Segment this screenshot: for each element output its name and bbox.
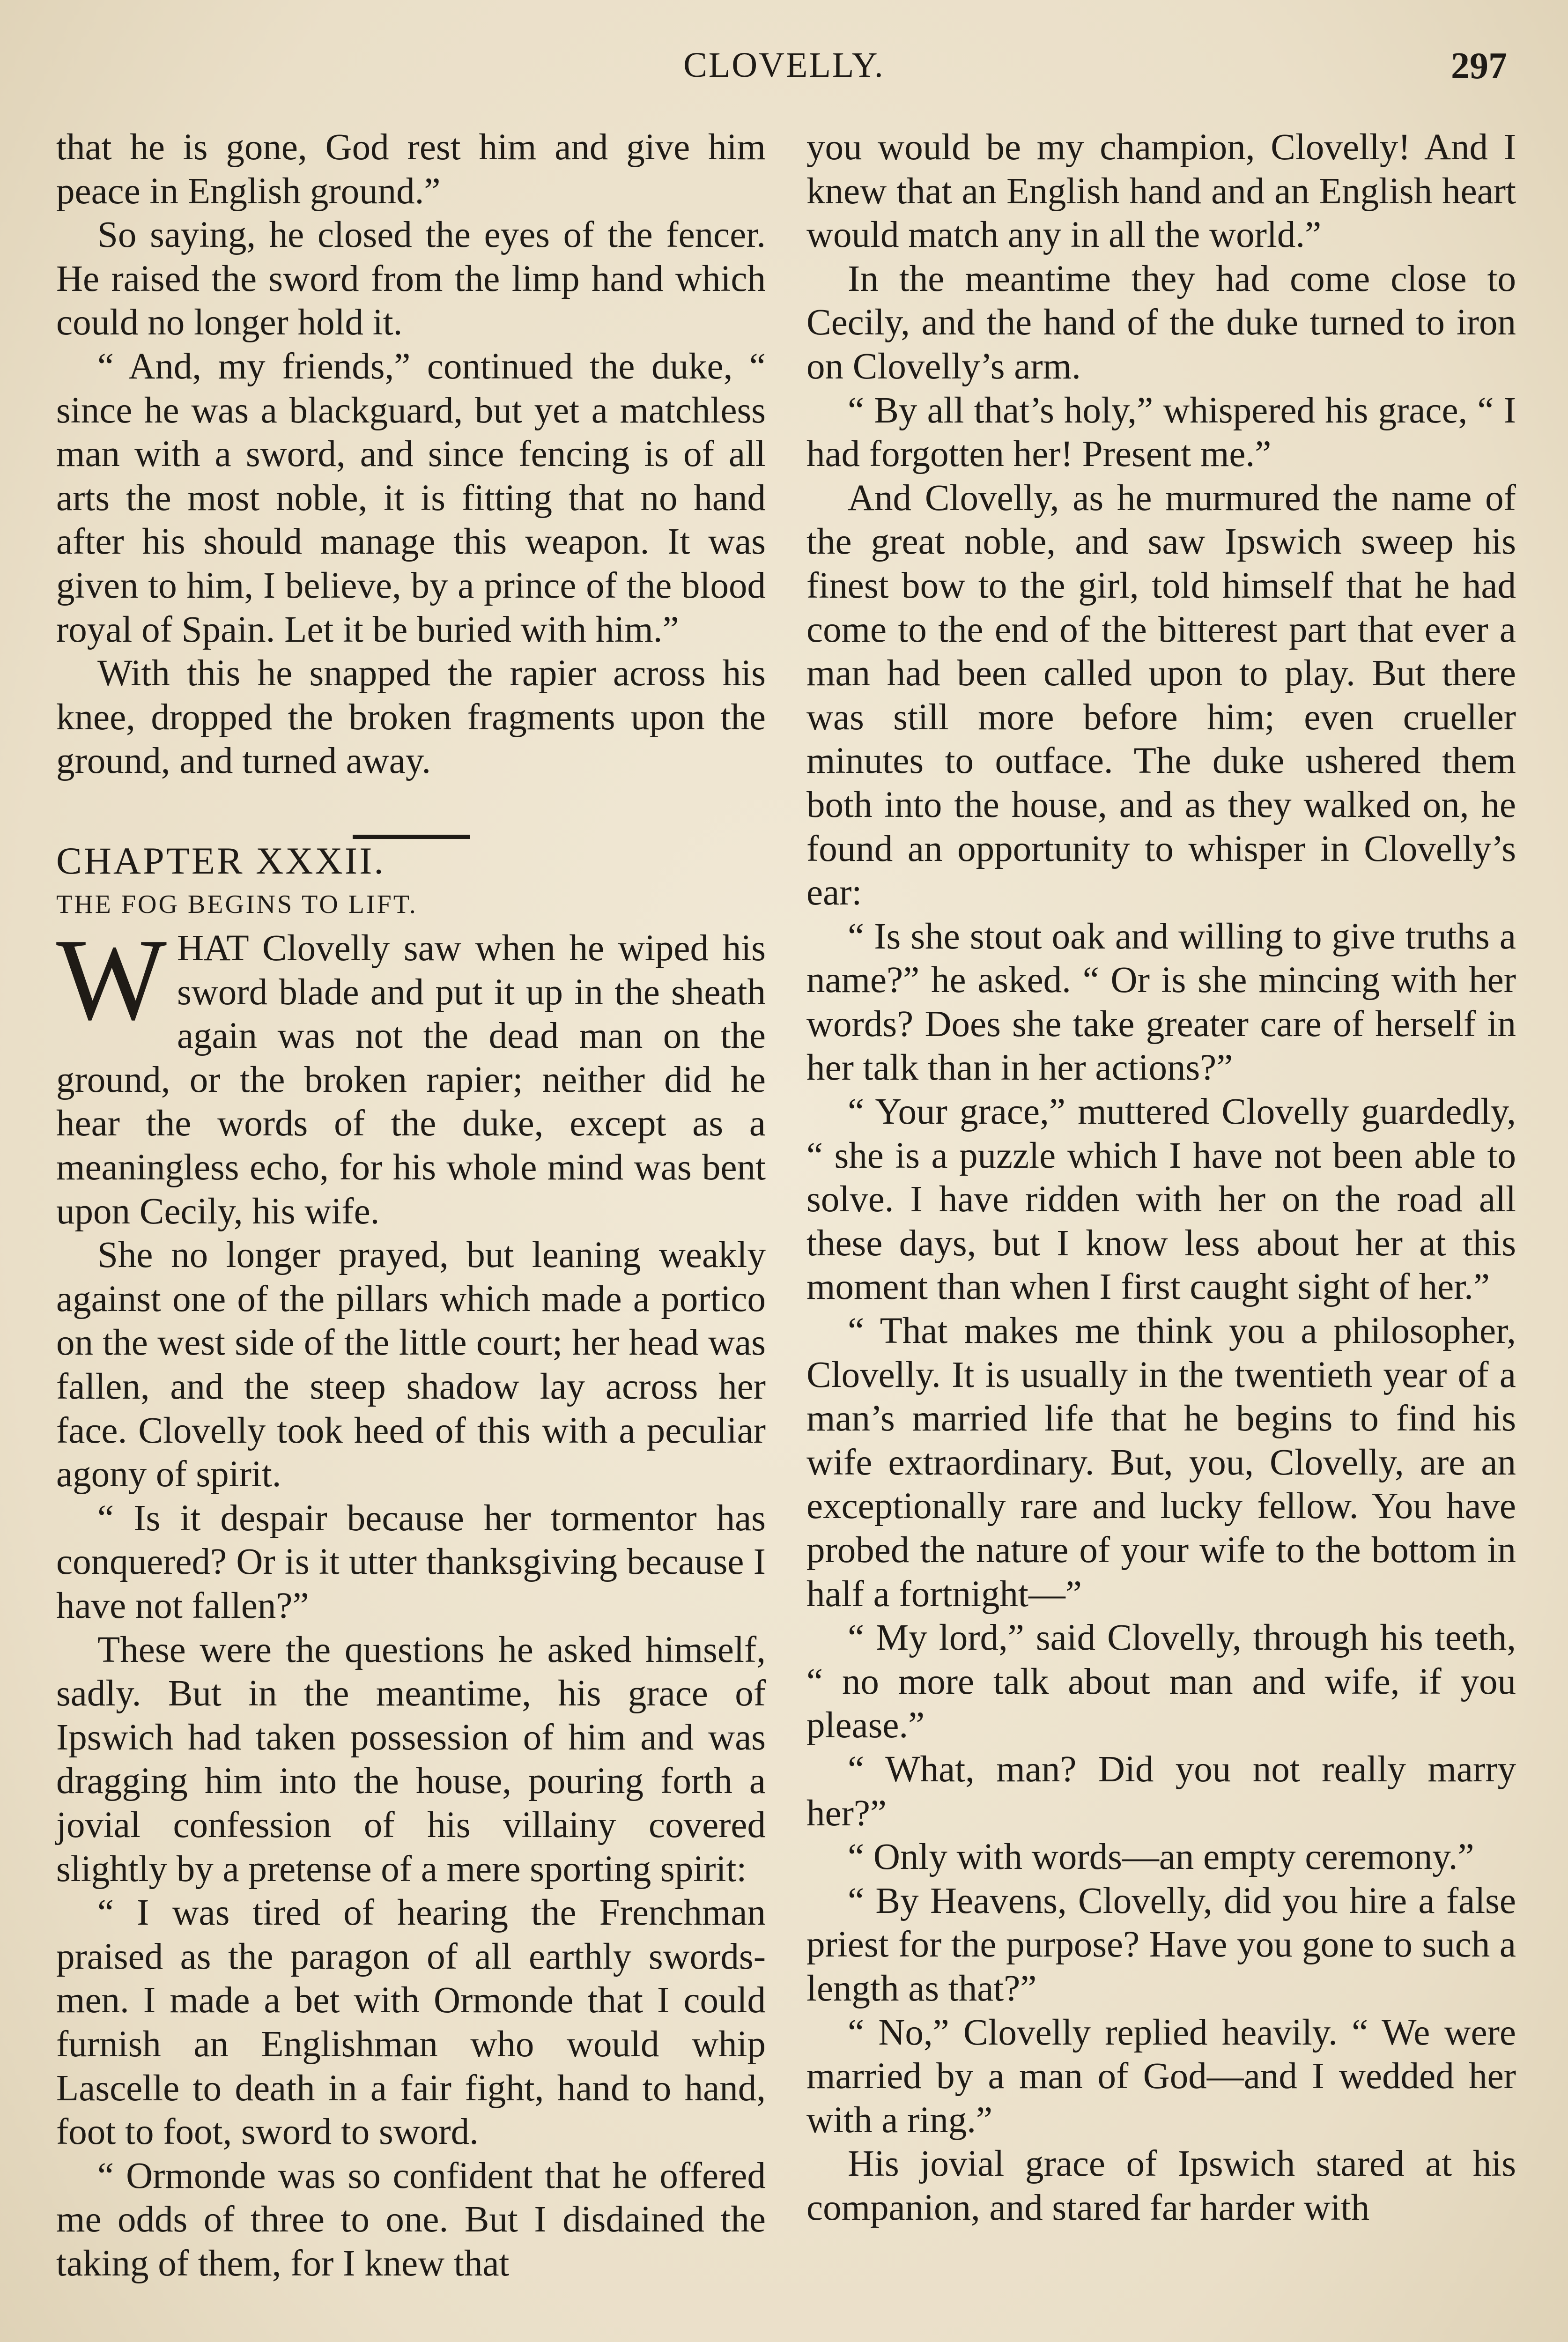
paragraph: “ My lord,” said Clovelly, through his teeth, “ no more talk about man and wife, if you please.” <box>806 1617 1516 1746</box>
paragraph: And Clovelly, as he murmured the name of the great noble, and saw Ipswich sweep his finest bow to the girl, told himself that he had come to the end of the bitterest part that ever a man had been called upon to play. But there was still more before him; even crueller minutes to outface. The duke ushered them both into the house, and as they walked on, he found an opportunity to whisper in Clovelly’s ear: <box>806 477 1516 913</box>
paragraph: “ By all that’s holy,” whispered his grace, “ I had forgotten her! Present me.” <box>806 390 1516 475</box>
paragraph: These were the questions he asked himself, sadly. But in the meantime, his grace of Ipswich had taken possession of him and was dragging him into the house, pouring forth a jovial confession of his villainy covered slightly by a pretense of a mere sporting spirit: <box>56 1629 766 1890</box>
paragraph: “ Only with words—an empty ceremony.” <box>848 1837 1474 1878</box>
paragraph: “ I was tired of hearing the Frenchman praised as the paragon of all earthly swordsmen. I made a bet with Ormonde that I could furnish an Englishman who would whip Lascelle to death in a fair fight, hand to hand, foot to foot, sword to sword. <box>56 1892 766 2153</box>
left-column <box>56 126 766 2286</box>
section-divider <box>353 835 470 839</box>
running-head <box>0 45 1568 96</box>
paragraph: “ Is she stout oak and willing to give truths a name?” he asked. “ Or is she mincing with her words? Does she take greater care of herself in her talk than in her actions?” <box>806 916 1516 1089</box>
chapter-opening-paragraph <box>56 915 766 1233</box>
chapter-subtitle: THE FOG BEGINS TO LIFT. <box>56 889 418 919</box>
paragraph: With this he snapped the rapier across his knee, dropped the broken fragments upon the ground, and turned away. <box>56 653 766 782</box>
opening-text: HAT Clovelly saw when he wiped his sword blade and put it up in the sheath again was not the dead man on the ground, or the broken rapier; neither did he hear the words of the duke, except as a meaningless echo, for his whole mind was bent upon Cecily, his wife. <box>56 928 766 1232</box>
paragraph: “ By Heavens, Clovelly, did you hire a false priest for the purpose? Have you gone to such a length as that?” <box>806 1880 1516 2009</box>
right-column <box>806 126 1516 2230</box>
paragraph: “ Is it despair because her tormentor has conquered? Or is it utter thanksgiving because I have not fallen?” <box>56 1497 766 1626</box>
page-number: 297 <box>1451 45 1507 87</box>
paragraph: So saying, he closed the eyes of the fencer. He raised the sword from the limp hand which could no longer hold it. <box>56 215 766 343</box>
paragraph: In the meantime they had come close to Cecily, and the hand of the duke turned to iron on Clovelly’s arm. <box>806 258 1516 387</box>
chapter-title: CHAPTER XXXII. <box>56 839 385 882</box>
paragraph: “ That makes me think you a philosopher, Clovelly. It is usually in the twentieth year of a man’s married life that he begins to find his wife extraordinary. But, you, Clovelly, are an exceptionally rare and lucky fellow. You have probed the nature of your wife to the bottom in half a fortnight—” <box>806 1311 1516 1615</box>
paragraph: that he is gone, God rest him and give him peace in English ground.” <box>56 127 766 212</box>
paragraph: “ What, man? Did you not really marry her?” <box>806 1749 1516 1834</box>
paragraph: “ Your grace,” muttered Clovelly guardedly, “ she is a puzzle which I have not been able to solve. I have ridden with her on the road all these days, but I know less about her at this moment than when I first caught sight of her.” <box>806 1091 1516 1308</box>
drop-cap: W <box>56 915 167 1045</box>
paragraph: His jovial grace of Ipswich stared at his companion, and stared far harder with <box>806 2143 1516 2228</box>
running-title: CLOVELLY. <box>683 45 885 85</box>
paragraph: you would be my champion, Clovelly! And I knew that an English hand and an English heart would match any in all the world.” <box>806 127 1516 256</box>
paragraph: “ And, my friends,” continued the duke, “ since he was a blackguard, but yet a matchless man with a sword, and since fencing is of all arts the most noble, it is fitting that no hand after his should manage this weapon. It was given to him, I believe, by a prince of the blood royal of Spain. Let it be buried with him.” <box>56 346 766 650</box>
paragraph: She no longer prayed, but leaning weakly against one of the pillars which made a portico on the west side of the little court; her head was fallen, and the steep shadow lay across her face. Clovelly took heed of this with a peculiar agony of spirit. <box>56 1235 766 1495</box>
paragraph: “ Ormonde was so confident that he offered me odds of three to one. But I disdained the taking of them, for I knew that <box>56 2155 766 2284</box>
paragraph: “ No,” Clovelly replied heavily. “ We were married by a man of God—and I wedded her with a ring.” <box>806 2012 1516 2141</box>
